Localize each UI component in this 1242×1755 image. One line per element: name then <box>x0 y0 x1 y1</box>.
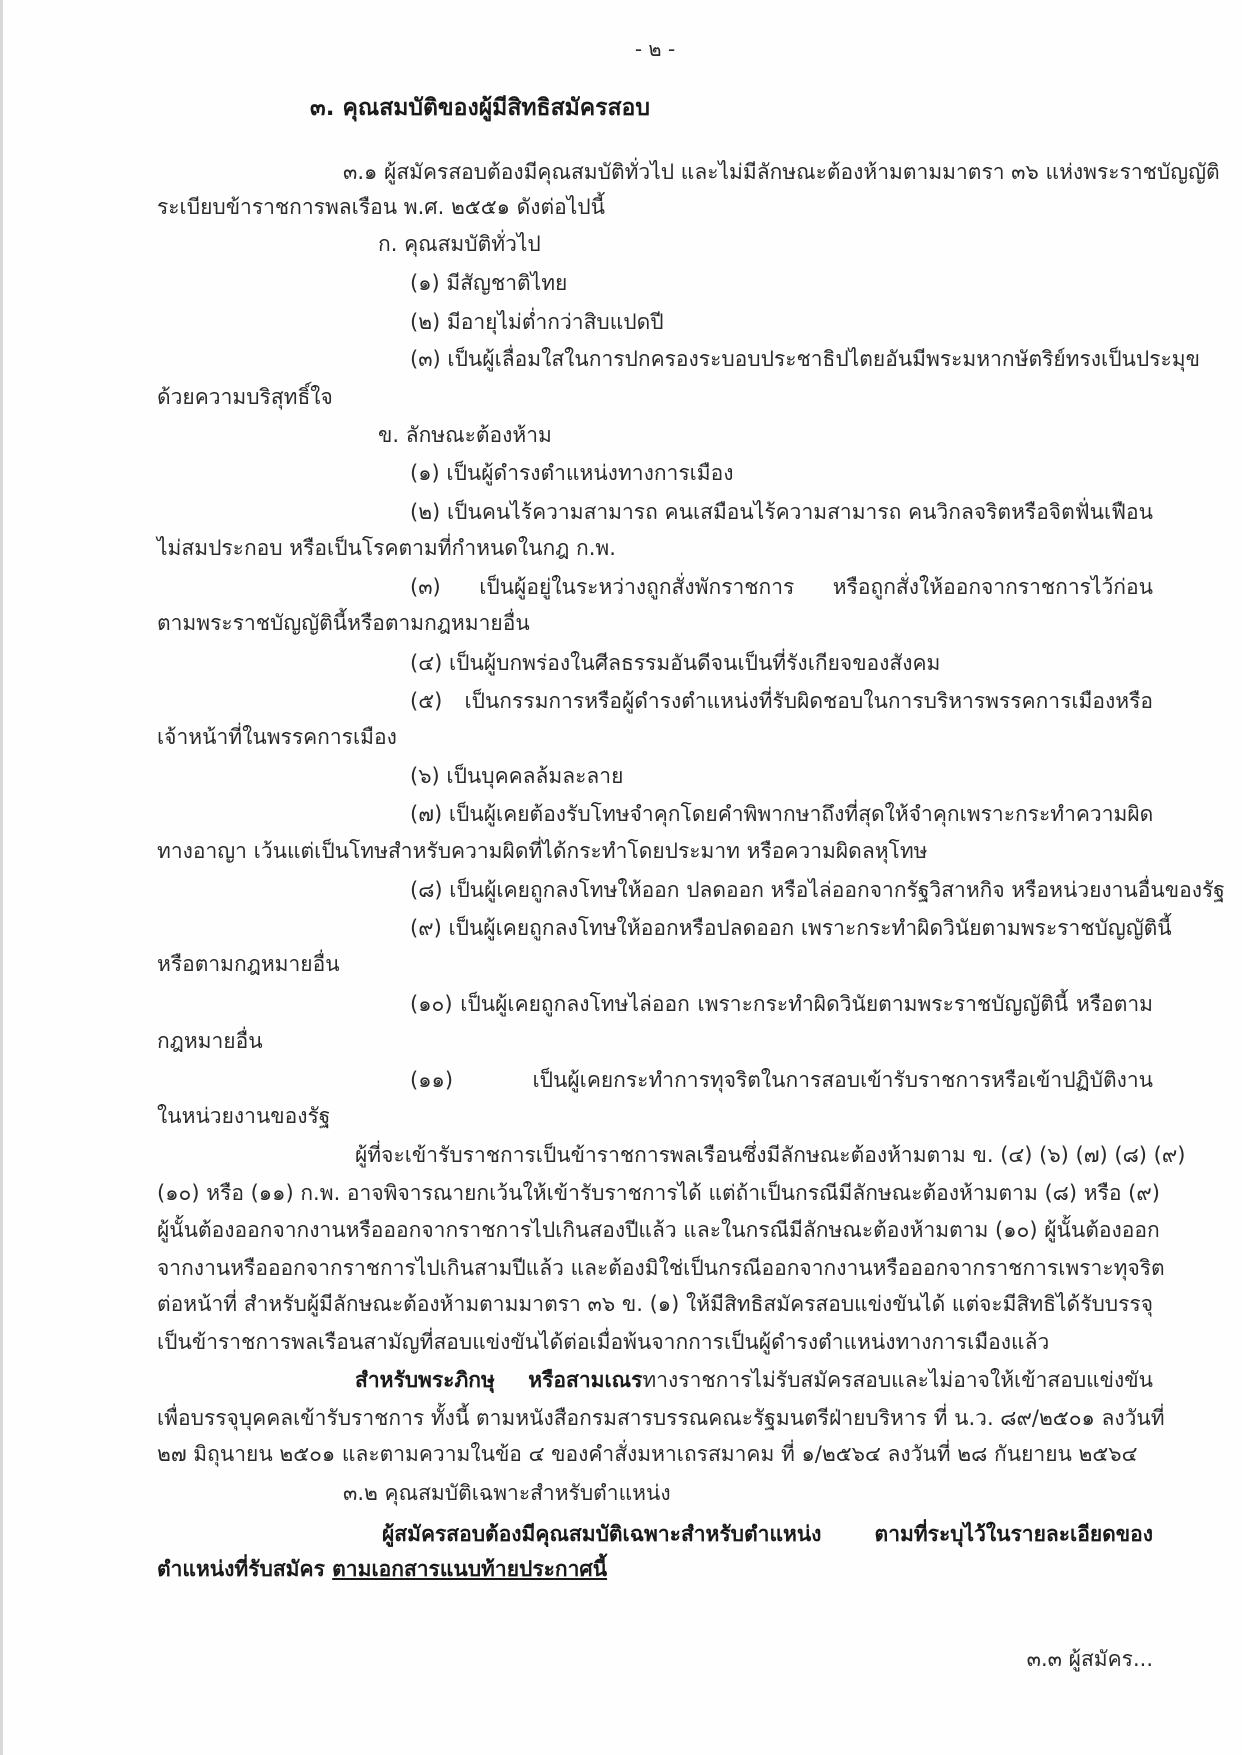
s32-line2-lead: ตำแหน่งที่รับสมัคร <box>157 1557 333 1581</box>
general-title: ก. คุณสมบัติทั่วไป <box>378 232 541 256</box>
prohibited-item-6: (๖) เป็นบุคคลล้มละลาย <box>410 764 624 788</box>
prohibited-item-5: (๕) เป็นกรรมการหรือผู้ดำรงตำแหน่งที่รับผิดชอบในการบริหารพรรคการเมืองหรือ <box>410 689 1153 713</box>
prohibited-item-11: (๑๑) เป็นผู้เคยกระทำการทุจริตในการสอบเข้ารับราชการหรือเข้าปฏิบัติงาน <box>410 1068 1153 1092</box>
prohibited-item-9-cont: หรือตามกฎหมายอื่น <box>157 952 340 976</box>
continuation-marker: ๓.๓ ผู้สมัคร... <box>1026 1647 1153 1671</box>
prohibited-item-8: (๘) เป็นผู้เคยถูกลงโทษให้ออก ปลดออก หรือไล่ออกจากรัฐวิสาหกิจ หรือหน่วยงานอื่นของรัฐ <box>410 878 1225 902</box>
prohibited-title: ข. ลักษณะต้องห้าม <box>378 423 552 447</box>
exception-para-line-2: (๑๐) หรือ (๑๑) ก.พ. อาจพิจารณายกเว้นให้เข้ารับราชการได้ แต่ถ้าเป็นกรณีมีลักษณะต้องห้ามตาม (๘) หรือ (๙) <box>157 1181 1160 1205</box>
monk-para-bold-lead: สำหรับพระภิกษุ หรือสามเณร <box>355 1368 643 1392</box>
exception-para-line-4: จากงานหรือออกจากราชการไปเกินสามปีแล้ว และต้องมิใช่เป็นกรณีออกจากงานหรือออกจากราชการเพราะทุจริต <box>157 1256 1165 1280</box>
s32-line1: ผู้สมัครสอบต้องมีคุณสมบัติเฉพาะสำหรับตำแหน่ง ตามที่ระบุไว้ในรายละเอียดของ <box>382 1522 1153 1546</box>
prohibited-item-9: (๙) เป็นผู้เคยถูกลงโทษให้ออกหรือปลดออก เพราะกระทำผิดวินัยตามพระราชบัญญัตินี้ <box>410 916 1172 940</box>
general-item-3: (๓) เป็นผู้เลื่อมใสในการปกครองระบอบประชาธิปไตยอันมีพระมหากษัตริย์ทรงเป็นประมุข <box>410 347 1201 371</box>
s32-line2 <box>157 1551 1153 1587</box>
exception-para-line-3: ผู้นั้นต้องออกจากงานหรือออกจากราชการไปเกินสองปีแล้ว และในกรณีมีลักษณะต้องห้ามตาม (๑๐) ผู้นั้นต้องออก <box>157 1218 1160 1242</box>
monk-para-line-3: ๒๗ มิถุนายน ๒๕๐๑ และตามความในข้อ ๔ ของคำสั่งมหาเถรสมาคม ที่ ๑/๒๕๖๔ ลงวันที่ ๒๘ กันยายน ๒๕๖๔ <box>157 1442 1138 1466</box>
s31-line2: ระเบียบข้าราชการพลเรือน พ.ศ. ๒๕๕๑ ดังต่อไปนี้ <box>157 195 605 219</box>
exception-para-line-5: ต่อหน้าที่ สำหรับผู้มีลักษณะต้องห้ามตามมาตรา ๓๖ ข. (๑) ให้มีสิทธิสมัครสอบแข่งขันได้ แต่จะมีสิทธิได้รับบรรจุ <box>157 1292 1153 1316</box>
prohibited-item-10: (๑๐) เป็นผู้เคยถูกลงโทษไล่ออก เพราะกระทำผิดวินัยตามพระราชบัญญัตินี้ หรือตาม <box>410 992 1153 1016</box>
section-heading: ๓. คุณสมบัติของผู้มีสิทธิสมัครสอบ <box>310 95 650 121</box>
page-number: - ๒ - <box>634 37 676 61</box>
monk-para-line-1 <box>355 1362 1153 1398</box>
s31-line1: ๓.๑ ผู้สมัครสอบต้องมีคุณสมบัติทั่วไป และไม่มีลักษณะต้องห้ามตามมาตรา ๓๖ แห่งพระราชบัญญัติ <box>343 160 1220 184</box>
prohibited-item-3-cont: ตามพระราชบัญญัตินี้หรือตามกฎหมายอื่น <box>157 611 530 635</box>
monk-para-line-2: เพื่อบรรจุบุคคลเข้ารับราชการ ทั้งนี้ ตามหนังสือกรมสารบรรณคณะรัฐมนตรีฝ่ายบริหาร ที่ น.ว. ๘๙/๒๕๐๑ ลงวันที่ <box>157 1406 1165 1430</box>
prohibited-item-10-cont: กฎหมายอื่น <box>157 1029 263 1053</box>
prohibited-item-5-cont: เจ้าหน้าที่ในพรรคการเมือง <box>157 725 397 749</box>
exception-para-line-1: ผู้ที่จะเข้ารับราชการเป็นข้าราชการพลเรือนซึ่งมีลักษณะต้องห้ามตาม ข. (๔) (๖) (๗) (๘) (๙) <box>355 1143 1186 1167</box>
general-item-1: (๑) มีสัญชาติไทย <box>410 271 568 295</box>
monk-para-rest: ทางราชการไม่รับสมัครสอบและไม่อาจให้เข้าสอบแข่งขัน <box>642 1368 1153 1392</box>
prohibited-item-2: (๒) เป็นคนไร้ความสามารถ คนเสมือนไร้ความสามารถ คนวิกลจริตหรือจิตฟั่นเฟือน <box>410 500 1153 524</box>
prohibited-item-7-cont: ทางอาญา เว้นแต่เป็นโทษสำหรับความผิดที่ได้กระทำโดยประมาท หรือความผิดลหุโทษ <box>157 839 928 863</box>
general-item-3-cont: ด้วยความบริสุทธิ์ใจ <box>157 385 333 409</box>
s32-title: ๓.๒ คุณสมบัติเฉพาะสำหรับตำแหน่ง <box>343 1481 671 1505</box>
prohibited-item-2-cont: ไม่สมประกอบ หรือเป็นโรคตามที่กำหนดในกฎ ก.พ. <box>157 536 616 560</box>
prohibited-item-11-cont: ในหน่วยงานของรัฐ <box>157 1104 331 1128</box>
attachment-reference: ตามเอกสารแนบท้ายประกาศนี้ <box>332 1557 608 1581</box>
prohibited-item-1: (๑) เป็นผู้ดำรงตำแหน่งทางการเมือง <box>410 461 734 485</box>
prohibited-item-7: (๗) เป็นผู้เคยต้องรับโทษจำคุกโดยคำพิพากษาถึงที่สุดให้จำคุกเพราะกระทำความผิด <box>410 802 1154 826</box>
prohibited-item-3: (๓) เป็นผู้อยู่ในระหว่างถูกสั่งพักราชการ หรือถูกสั่งให้ออกจากราชการไว้ก่อน <box>410 575 1153 599</box>
general-item-2: (๒) มีอายุไม่ต่ำกว่าสิบแปดปี <box>410 310 664 334</box>
prohibited-item-4: (๔) เป็นผู้บกพร่องในศีลธรรมอันดีจนเป็นที่รังเกียจของสังคม <box>410 651 941 675</box>
exception-para-line-6: เป็นข้าราชการพลเรือนสามัญที่สอบแข่งขันได้ต่อเมื่อพ้นจากการเป็นผู้ดำรงตำแหน่งทางการเมืองแล้ว <box>157 1330 1050 1354</box>
scan-edge <box>0 0 3 1755</box>
